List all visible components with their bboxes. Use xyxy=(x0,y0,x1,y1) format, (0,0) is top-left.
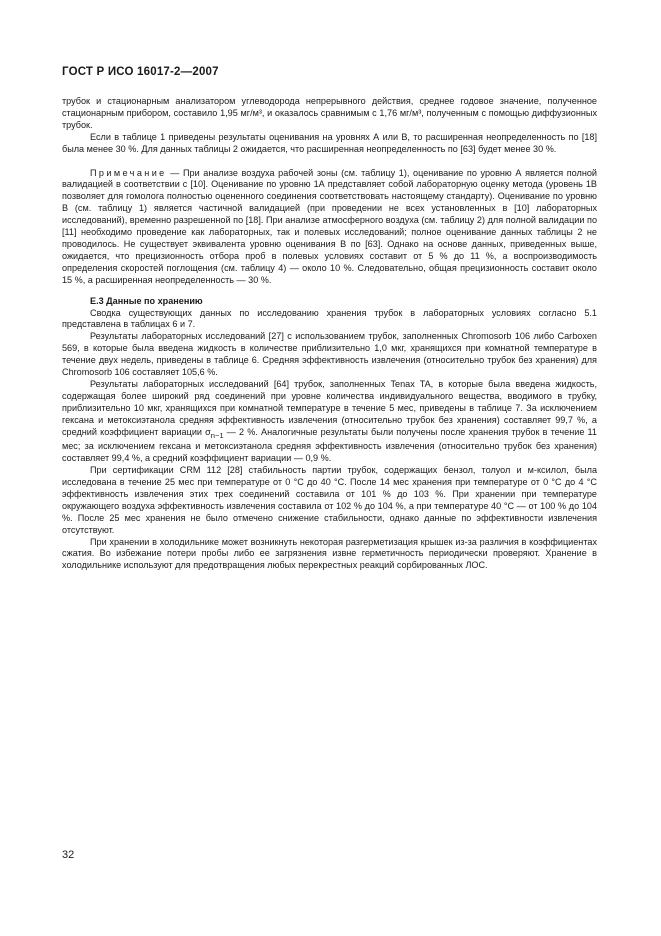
paragraph-lab-study-27: Результаты лабораторных исследований [27] с использованием трубок, заполненных Chromosorb 106 либо Carboxen 569, в которые была введена жидкость в количестве приблизительно 1,0 мкг, хранящихся при комнатной температуре в течение двух недель, приведены в таблице 6. Средняя эффективность извлечения (относительно трубок без хранения) для Chromosorb 106 составляет 105,6 %. xyxy=(62,331,597,378)
note-text: — При анализе воздуха рабочей зоны (см. таблицу 1), оценивание по уровню А является полной валидацией в соответствии с [10]. Оценивание по уровню 1А представляет собой лабораторную оценку метода (уровень 1В позволяет для гомолога полностью оцененного соединения соответствовать настоящему стандарту). Оценивание по уровню В (см. таблицу 1) является частичной валидацией (при проведении не всех установленных в [10] лабораторных исследований), временно разрешенной по [18]. При анализе атмосферного воздуха (см. таблицу 2) для полной валидации по [11] необходимо проведение как лабораторных, так и полевых исследований; полное оценивание данных таблицы 2 не проводилось. Не существует эквивалента уровню оценивания В по [63]. Однако на основе данных, приведенных выше, ожидается, что прецизионность отбора проб в полевых условиях составит от 5 % до 11 %, а воспроизводимость определения скоростей поглощения (см. таблицу 4) — около 10 %. Следовательно, общая прецизионность составит около 15 %, а расширенная неопределенность — 30 %. xyxy=(62,167,597,285)
page-number: 32 xyxy=(62,849,75,861)
paragraph-continuation: трубок и стационарным анализатором углеводорода непрерывного действия, среднее годовое значение, полученное стационарным прибором, составило 1,95 мг/м³, и оказалось сравнимым с 1,76 мг/м³, полученным с помощью диффузионных трубок. xyxy=(62,96,597,130)
section-title: Е.3 Данные по хранению xyxy=(90,295,203,306)
paragraph-lab-study-64-part1: Результаты лабораторных исследований [64] трубок, заполненных Tenax TA, в которые была введена жидкость, содержащая более широкий ряд соединений при уровне количества индивидуального вещества, вводимого в трубку, приблизительно 10 мкг, хранящихся при комнатной температуре в течение 5 мес, приведены в таблице 7. За исключением гексана и метоксиэтанола средняя эффективность извлечения (относительно трубок без хранения) составляет 99,7 %, а средний коэффициент вариации σ xyxy=(62,378,597,437)
paragraph-refrigerator: При хранении в холодильнике может возникнуть некоторая разгерметизация крышек из-за различия в коэффициентах сжатия. Во избежание потери пробы либо ее загрязнения извне герметичность периодически проверяют. Хранение в холодильнике используют для предотвращения любых перекрестных реакций сорбированных ЛОС. xyxy=(62,536,597,571)
document-header: ГОСТ Р ИСО 16017-2—2007 xyxy=(62,66,219,78)
note-label: Примечание xyxy=(90,167,167,178)
paragraph-storage-summary: Сводка существующих данных по исследованию хранения трубок в лабораторных условиях согласно 5.1 представлена в таблицах 6 и 7. xyxy=(62,307,597,330)
paragraph-uncertainty: Если в таблице 1 приведены результаты оценивания на уровнях А или В, то расширенная неопределенность по [18] была менее 30 %. Для данных таблицы 2 ожидается, что расширенная неопределенность по [63] будет менее 30 %. xyxy=(62,131,597,154)
paragraph-crm-112: При сертификации CRM 112 [28] стабильность партии трубок, содержащих бензол, толуол и м-ксилол, была исследована в течение 25 мес при температуре от 0 °С до 40 °С. После 14 мес хранения при температуре от 0 °С до 4 °С эффективность извлечения этих трех соединений составила от 101 % до 103 %. При хранении при температуре окружающего воздуха эффективность извлечения составила от 102 % до 104 %, а при температуре 40 °С — от 100 % до 104 %. После 25 мес хранения не было отмечено снижение стабильности, однако данные по эффективности извлечения отсутствуют. xyxy=(62,465,597,535)
paragraph-lab-study-64-part2: — 2 %. Аналогичные результаты были получены после хранения трубок в течение 11 мес; за исключением гексана и метоксиэтанола средняя эффективность извлечения (относительно трубок без хранения) составляет 99,4 %, а средний коэффициент вариации — 0,9 %. xyxy=(62,426,597,464)
document-body xyxy=(62,96,597,572)
paragraph-lab-study-64 xyxy=(62,379,597,465)
note-paragraph xyxy=(62,168,597,287)
sigma-subscript: n−1 xyxy=(210,430,224,440)
